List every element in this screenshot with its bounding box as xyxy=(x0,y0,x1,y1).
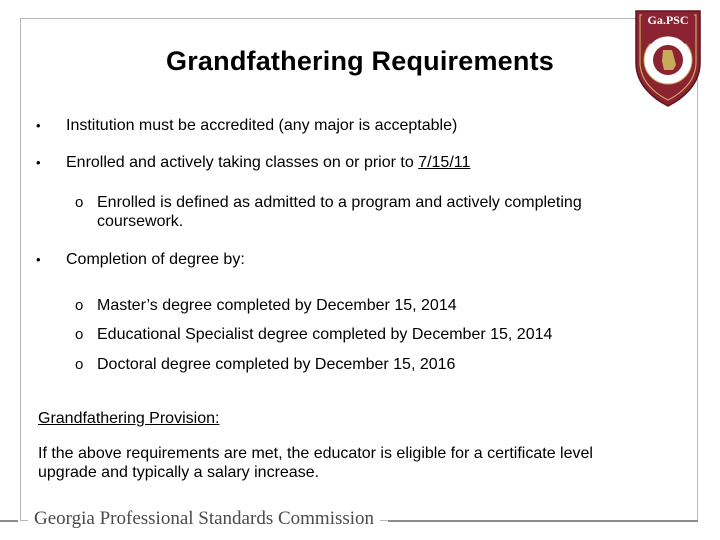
footer-org-name: Georgia Professional Standards Commission xyxy=(28,508,380,530)
bullet-text: Enrolled and actively taking classes on or prior to xyxy=(66,154,419,171)
definition-line-2: coursework. xyxy=(97,213,184,230)
footer-rule-right xyxy=(388,520,698,522)
degree-text: Master’s degree completed by December 15, 2014 xyxy=(97,297,457,314)
sub-bullet-icon: o xyxy=(75,356,84,373)
definition-line-1: Enrolled is defined as admitted to a program and actively completing xyxy=(97,194,582,211)
bullet-text: Completion of degree by: xyxy=(66,251,245,268)
bullet-icon: • xyxy=(36,252,41,267)
sub-bullet-icon: o xyxy=(75,297,84,314)
provision-line-2: upgrade and typically a salary increase. xyxy=(38,464,320,481)
degree-text: Educational Specialist degree completed by December 15, 2014 xyxy=(97,326,553,343)
degree-text: Doctoral degree completed by December 15, 2016 xyxy=(97,356,456,373)
sub-bullet-icon: o xyxy=(75,326,84,343)
sub-bullet-icon: o xyxy=(75,194,84,211)
bullet-icon: • xyxy=(36,118,41,133)
provision-heading: Grandfathering Provision: xyxy=(38,410,220,427)
slide-title: Grandfathering Requirements xyxy=(166,46,554,76)
bullet-icon: • xyxy=(36,155,41,170)
gapsc-shield-logo xyxy=(630,5,706,109)
enrollment-date: 7/15/11 xyxy=(418,154,471,171)
logo-name: Ga.PSC xyxy=(647,13,689,27)
footer-rule-left xyxy=(0,520,18,522)
bullet-text: Institution must be accredited (any major is acceptable) xyxy=(66,117,458,134)
provision-line-1: If the above requirements are met, the educator is eligible for a certificate level xyxy=(38,445,593,462)
